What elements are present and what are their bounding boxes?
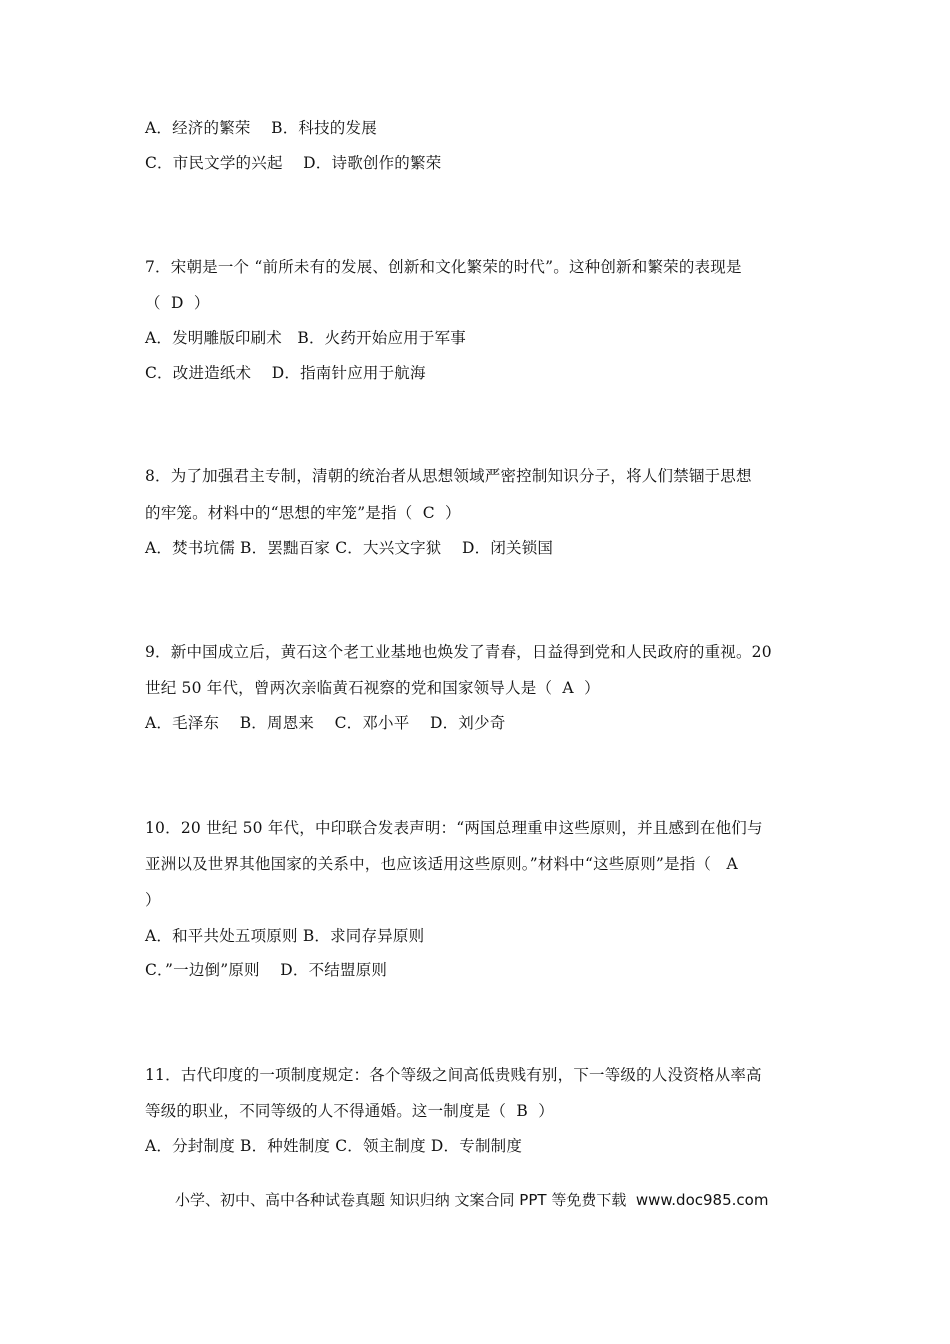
q9-stem-line-2: 世纪 50 年代，曾两次亲临黄石视察的党和国家领导人是（ A ） — [145, 679, 600, 697]
q11-stem-line-2: 等级的职业，不同等级的人不得通婚。这一制度是（ B ） — [145, 1102, 554, 1120]
q9-options-line-1: A．毛泽东 B．周恩来 C．邓小平 D．刘少奇 — [145, 714, 506, 732]
q8-options-line-1: A．焚书坑儒 B．罢黜百家 C．大兴文字狱 D．闭关锁国 — [145, 539, 554, 557]
q10-options-line-1: A．和平共处五项原则 B．求同存异原则 — [145, 927, 425, 945]
q11-stem-line-1: 11．古代印度的一项制度规定：各个等级之间高低贵贱有别，下一等级的人没资格从率高 — [145, 1066, 762, 1084]
q10-stem-line-2: 亚洲以及世界其他国家的关系中，也应该适用这些原则。”材料中“这些原则”是指（ A — [145, 855, 738, 873]
q8-stem-line-2: 的牢笼。材料中的“思想的牢笼”是指（ C ） — [145, 504, 461, 522]
q6-options-line-2: C．市民文学的兴起 D．诗歌创作的繁荣 — [145, 154, 442, 172]
q10-stem-line-3: ） — [145, 891, 161, 909]
q7-options-line-2: C．改进造纸术 D．指南针应用于航海 — [145, 364, 426, 382]
q11-options-line-1: A．分封制度 B．种姓制度 C．领主制度 D．专制制度 — [145, 1137, 523, 1155]
q9-stem-line-1: 9．新中国成立后，黄石这个老工业基地也焕发了青春，日益得到党和人民政府的重视。20 — [145, 643, 772, 661]
q7-stem-line-1: 7．宋朝是一个 “前所未有的发展、创新和文化繁荣的时代”。这种创新和繁荣的表现是 — [145, 258, 742, 276]
q10-options-line-2: C．”一边倒”原则 D．不结盟原则 — [145, 961, 388, 979]
q7-stem-line-2: （ D ） — [145, 294, 210, 312]
q7-options-line-1: A．发明雕版印刷术 B．火药开始应用于军事 — [145, 329, 466, 347]
q6-options-line-1: A．经济的繁荣 B．科技的发展 — [145, 119, 377, 137]
q10-stem-line-1: 10．20 世纪 50 年代，中印联合发表声明：“两国总理重申这些原则，并且感到在他们与 — [145, 819, 763, 837]
page-footer: 小学、初中、高中各种试卷真题 知识归纳 文案合同 PPT 等免费下载 www.doc985.com — [175, 1191, 769, 1209]
q8-stem-line-1: 8．为了加强君主专制，清朝的统治者从思想领域严密控制知识分子，将人们禁锢于思想 — [145, 467, 752, 485]
